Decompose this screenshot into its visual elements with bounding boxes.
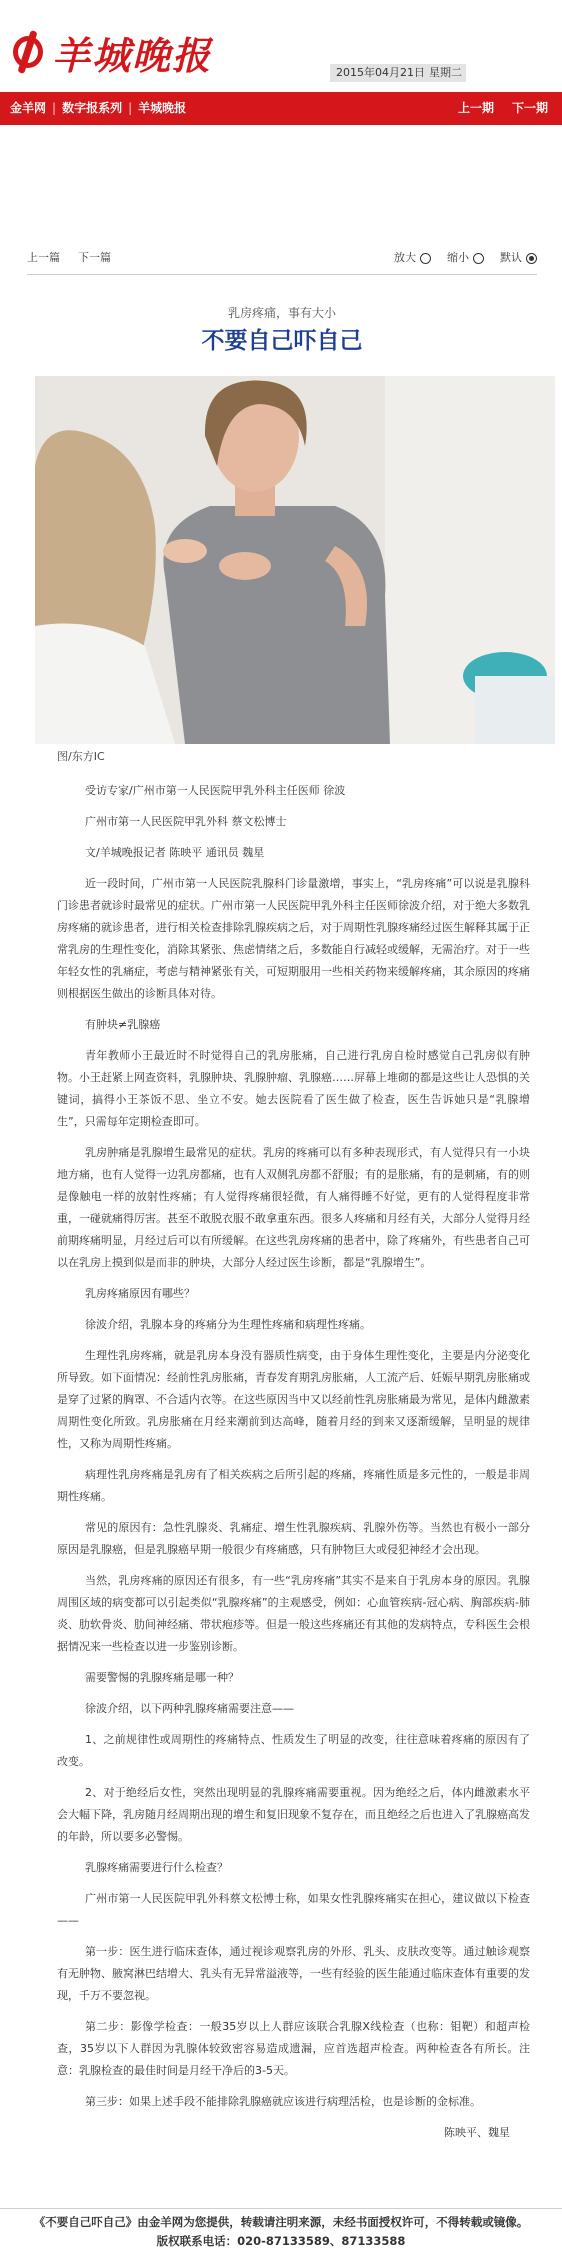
next-issue-link[interactable]: 下一期: [511, 101, 548, 115]
section-heading: 乳腺疼痛需要进行什么检查？: [85, 1861, 228, 1874]
article-paragraph: 徐波介绍，以下两种乳腺疼痛需要注意——: [85, 1702, 294, 1715]
font-size-default-radio[interactable]: [526, 253, 537, 264]
article-meta-expert: 受访专家/广州市第一人民医院甲乳外科主任医师 徐波: [85, 784, 346, 797]
article-meta-byline: 文/羊城晚报记者 陈映平 通讯员 魏星: [85, 846, 265, 859]
nav-link-jinyang[interactable]: 金羊网: [10, 101, 47, 115]
section-heading: 需要警惕的乳腺疼痛是哪一种？: [85, 1671, 239, 1684]
font-size-large-radio[interactable]: [420, 253, 431, 264]
newspaper-logo[interactable]: [10, 24, 212, 80]
article-signature: 陈映平、魏星: [444, 2126, 510, 2139]
article-photo: [35, 376, 555, 744]
nav-separator: |: [52, 101, 57, 115]
date-text: 2015年04月21日: [336, 66, 425, 79]
issue-date: [330, 64, 466, 82]
section-heading: 乳房疼痛原因有哪些？: [85, 1287, 195, 1300]
article-meta-expert: 广州市第一人民医院甲乳外科 蔡文松博士: [85, 815, 287, 828]
article-paragraph: 第一步：医生进行临床查体，通过视诊观察乳房的外形、乳头、皮肤改变等。通过触诊观察有无肿物、腋窝淋巴结增大、乳头有无异常溢液等，一些有经验的医生能通过临床查体有重要的发现，千万不要忽视。: [57, 1945, 530, 2002]
article-paragraph: 生理性乳房疼痛，就是乳房本身没有器质性病变，由于身体生理性变化，主要是内分泌变化所导致。如下面情况：经前性乳房胀痛，青春发育期乳房胀痛，人工流产后、妊娠早期乳房胀痛或是穿了过紧的胸罩、不合适内衣等。在这些原因当中又以经前性乳房胀痛最为常见，是体内雌激素周期性变化所致。乳房胀痛在月经来潮前到达高峰，随着月经的到来又逐渐缓解，呈明显的规律性，又称为周期性疼痛。: [57, 1349, 530, 1450]
font-size-small-label: 缩小: [447, 251, 469, 264]
font-size-small-option[interactable]: [447, 246, 484, 270]
copyright-notice: 《不要自己吓自己》由金羊网为您提供，转载请注明来源，未经书面授权许可，不得转载或镜像。: [33, 2215, 529, 2229]
font-size-default-label: 默认: [500, 251, 522, 264]
article-paragraph: 近一段时间，广州市第一人民医院乳腺科门诊量激增，事实上，“乳房疼痛”可以说是乳腺科门诊患者就诊时最常见的症状。广州市第一人民医院甲乳外科主任医师徐波介绍，对于绝大多数乳房疼痛的就诊患者，进行相关检查排除乳腺疾病之后，对于周期性乳腺疼痛经过医生解释其属于正常乳房的生理性变化，消除其紧张、焦虑情绪之后，多数能自行减轻或缓解，无需治疗。对于一些年轻女性的乳痛症，考虑与精神紧张有关，可短期服用一些相关药物来缓解疼痛，其余原因的疼痛则根据医生做出的诊断具体对待。: [57, 877, 530, 1000]
section-heading: 有肿块≠乳腺癌: [85, 1018, 161, 1031]
toolbar-divider: [27, 274, 537, 275]
font-size-default-option[interactable]: [500, 246, 537, 270]
article-pager: [27, 246, 129, 270]
next-article-link[interactable]: 下一篇: [78, 251, 111, 264]
article-paragraph: 病理性乳房疼痛是乳房有了相关疾病之后所引起的疼痛，疼痛性质是多元性的，一般是非周期性疼痛。: [57, 1468, 530, 1503]
photo-caption: 图/东方IC: [57, 750, 105, 763]
prev-issue-link[interactable]: 上一期: [457, 101, 494, 115]
article-paragraph: 乳房肿痛是乳腺增生最常见的症状。乳房的疼痛可以有多种表现形式，有人觉得只有一小块地方痛，也有人觉得一边乳房都痛，也有人双侧乳房都不舒服；有的是胀痛，有的是刺痛，有的则是像触电一样的放射性疼痛；有人觉得疼痛很轻微，有人痛得睡不好觉，更有的人觉得程度非常重，一碰就痛得厉害。甚至不敢脱衣服不敢拿重东西。很多人疼痛和月经有关，大部分人觉得月经前期疼痛明显，月经过后可以有所缓解。在这些乳房疼痛的患者中，除了疼痛外，有些患者自己可以在乳房上摸到似是而非的肿块，大部分人经过医生诊断，都是“乳腺增生”。: [57, 1146, 530, 1269]
nav-separator: |: [128, 101, 133, 115]
logo-text: 羊城晚报: [52, 32, 213, 78]
site-links: [10, 92, 192, 125]
masthead: [0, 0, 562, 92]
article-toolbar: [27, 246, 537, 270]
nav-link-digital-series[interactable]: 数字报系列: [62, 101, 123, 115]
article-paragraph: 常见的原因有：急性乳腺炎、乳痛症、增生性乳腺疾病、乳腺外伤等。当然也有极小一部分原因是乳腺癌，但是乳腺癌早期一般很少有疼痛感，只有肿物巨大或侵犯神经才会出现。: [57, 1521, 530, 1556]
article-title: 不要自己吓自己: [201, 328, 363, 354]
weekday-text: 星期二: [429, 66, 462, 79]
article-paragraph: 第三步：如果上述手段不能排除乳腺癌就应该进行病理活检，也是诊断的金标准。: [85, 2095, 481, 2108]
article-paragraph: 当然，乳房疼痛的原因还有很多，有一些“乳房疼痛”其实不是来自于乳房本身的原因。乳腺周围区域的病变都可以引起类似“乳腺疼痛”的主观感受，例如：心血管疾病-冠心病、胸部疾病-肺炎、肋软骨炎、肋间神经痛、带状疱疹等。但是一般这些疼痛还有其他的发病特点，专科医生会根据情况来一些检查以进一步鉴别诊断。: [57, 1574, 530, 1653]
prev-article-link[interactable]: 上一篇: [27, 251, 60, 264]
article-paragraph: 广州市第一人民医院甲乳外科蔡文松博士称，如果女性乳腺疼痛实在担心，建议做以下检查——: [57, 1892, 530, 1927]
article-paragraph: 1、之前规律性或周期性的疼痛特点、性质发生了明显的改变，往往意味着疼痛的原因有了改变。: [57, 1733, 530, 1768]
article-paragraph: 第二步：影像学检查：一般35岁以上人群应该联合乳腺X线检查（也称：钼靶）和超声检查，35岁以下人群因为乳腺体较致密容易造成遗漏，应首选超声检查。两种检查各有所长。注意：乳腺检查的最佳时间是月经干净后的3-5天。: [57, 2020, 530, 2077]
article-body: [57, 780, 530, 2144]
top-nav-bar: [0, 92, 562, 125]
article-paragraph: 青年教师小王最近时不时觉得自己的乳房胀痛，自己进行乳房自检时感觉自己乳房似有肿物。小王赶紧上网查资料，乳腺肿块、乳腺肿瘤、乳腺癌……屏幕上堆砌的都是这些让人恐惧的关键词，搞得小王茶饭不思、坐立不安。她去医院看了医生做了检查，医生告诉她只是“乳腺增生”，只需每年定期检查即可。: [57, 1049, 530, 1128]
copyright-contact: 版权联系电话：020-87133589、87133588: [156, 2234, 406, 2248]
font-size-options: [378, 246, 537, 270]
copyright-footer: [0, 2213, 562, 2251]
nav-link-ycwb[interactable]: 羊城晚报: [138, 101, 187, 115]
footer-divider: [0, 2208, 562, 2209]
issue-pager: [440, 92, 548, 125]
article-paragraph: 徐波介绍，乳腺本身的疼痛分为生理性疼痛和病理性疼痛。: [85, 1318, 371, 1331]
font-size-small-radio[interactable]: [473, 253, 484, 264]
article-subtitle: 乳房疼痛，事有大小: [227, 306, 336, 320]
font-size-large-option[interactable]: [394, 246, 431, 270]
ram-logo-icon: [10, 30, 46, 74]
article-paragraph: 2、对于绝经后女性，突然出现明显的乳腺疼痛需要重视。因为绝经之后，体内雌激素水平会大幅下降，乳房随月经周期出现的增生和复旧现象不复存在，而且绝经之后也进入了乳腺癌高发的年龄，所以要多必警惕。: [57, 1786, 530, 1843]
font-size-large-label: 放大: [394, 251, 416, 264]
doctor-patient-photo: [35, 376, 555, 744]
